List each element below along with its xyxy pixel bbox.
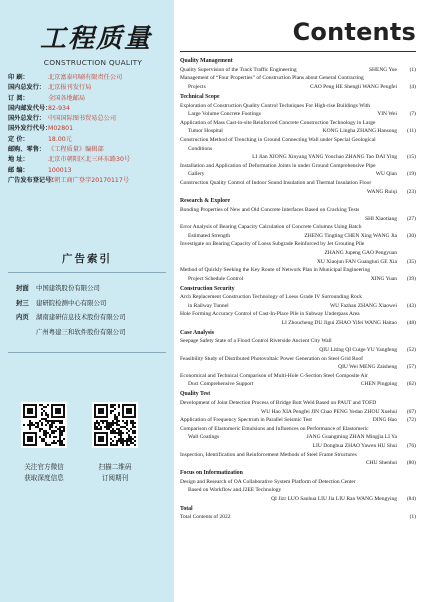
toc-entry-title: Arch Replacement Construction Technology of Loess Grade IV Surrounding Rock [180, 294, 362, 301]
toc-section-heading: Case Analysis [180, 329, 214, 336]
toc-entry-title: Inspection, Identification and Reinforcement Methods of Steel Frame Structures [180, 451, 357, 458]
ad-index-item [16, 281, 168, 296]
info-label: 国外发行代号： [8, 125, 52, 133]
toc-section-heading: Research & Explore [180, 198, 231, 205]
toc-entry-title: Construction Quality Control of Indoor Sound Insulation and Thermal Insulation Floor [180, 179, 372, 186]
toc-entry-title: Application of Frequency Spectrum in Parallel Seismic Test [180, 417, 312, 424]
toc-section-heading: Focus on Informatization [180, 469, 243, 476]
toc-entry[interactable] [180, 223, 416, 240]
info-row [8, 83, 172, 93]
toc-entry-authors: DING Hao [372, 417, 397, 424]
toc-entry[interactable] [180, 451, 416, 468]
toc-entry-title: Bonding Properties of New and Old Concrete Interfaces Based on Cracking Tests [180, 206, 360, 213]
ad-advertiser: 广州粤建三和软件股份有限公司 [36, 327, 126, 336]
toc-entry-title: in Railway Tunnel [188, 302, 229, 309]
toc-entry-title: Projects [188, 84, 206, 91]
subscribe-qr-code[interactable] [92, 402, 138, 448]
toc-entry-authors: WU Fazhan ZHANG Xiaowei [329, 302, 397, 309]
publication-info [8, 73, 172, 186]
toc-entry-title: Large Volume Concrete Footings [188, 111, 261, 118]
toc-entry[interactable] [180, 310, 416, 327]
ad-index-item [16, 296, 168, 311]
info-label: 国外总发行： [8, 115, 46, 123]
info-value: 全国各地邮局 [48, 94, 86, 102]
toc-entry-title: Installation and Application of Deformation Joints in under Ground Comprehensive Pipe [180, 162, 376, 169]
toc-entry-authors: JANG Guangming ZHAN Mingjia LI Ya [306, 434, 397, 441]
toc-entry[interactable] [180, 478, 416, 504]
ad-position: 封面 [16, 284, 29, 292]
toc-entry-title: Tumor Hospital [188, 128, 223, 135]
toc-entry-authors: CHEN Pingping [360, 381, 397, 388]
info-value: 中国国际图书贸易总公司 [48, 115, 117, 123]
toc-entry-page: (84) [406, 495, 416, 502]
info-value: 18.00元 [48, 135, 72, 143]
left-info-panel [0, 0, 174, 602]
toc-entry-title: Construction Method of Trenching in Ground Connecting Wall under Special Geological [180, 136, 376, 143]
ad-advertiser: 中国建筑股份有限公司 [36, 284, 100, 292]
info-row [8, 145, 172, 155]
info-row [8, 104, 172, 114]
toc-entry-page: (11) [407, 128, 416, 135]
toc-entry[interactable] [180, 258, 416, 267]
toc-entry-title: Seepage Safety State of a Flood Control Riverside Ancient City Wall [180, 338, 332, 345]
toc-entry-page [400, 249, 416, 258]
ad-position [16, 325, 36, 340]
toc-entry-authors: YIN Wei [377, 111, 397, 118]
toc-entry-authors: CHU Shenhui [365, 460, 397, 467]
toc-entry-title: Economical and Technical Comparison of Multi-Hole C-Section Steel Composite Air [180, 372, 368, 379]
toc-entry-title: Hole Forming Accuracy Control of Cast-In-Place Pile in Subway Underpass Area [180, 311, 360, 318]
toc-entry-authors: SHI Xiaotiang [365, 215, 397, 222]
info-row [8, 155, 172, 165]
toc-entry-page: (30) [406, 232, 416, 239]
toc-entry-title: Gallery [188, 171, 205, 178]
toc-entry-page: (1) [409, 514, 416, 521]
info-row [8, 114, 172, 124]
toc-entry-authors: ZHANG Jupeng GAO Pengyuan [324, 249, 397, 256]
toc-entry-page: (43) [406, 302, 416, 309]
toc-entry-page: (27) [406, 215, 416, 222]
info-row [8, 73, 172, 83]
toc-entry-authors: WANG Ruiqi [366, 188, 397, 195]
toc-section-heading: Technical Scope [180, 93, 220, 100]
toc-entry[interactable] [180, 399, 416, 416]
toc-entry[interactable] [180, 355, 416, 372]
toc-entry-page: (15) [406, 154, 416, 161]
toc-entry-page: (19) [406, 171, 416, 178]
toc-entry-title: Management of “Four Properties” of Construction Plans about General Contracting [180, 75, 364, 82]
toc-entry-page: (67) [406, 408, 416, 415]
info-label: 广告发布登记号： [8, 176, 58, 184]
wechat-qr-code[interactable] [21, 402, 67, 448]
toc-entry-title: Comparison of Elastomeric Emulsions and Influences on Performance of Elastomeric [180, 425, 369, 432]
toc-section-heading: Quality Management [180, 58, 233, 65]
toc-entry-title: Investigate on Bearing Capacity of Loess Subgrade Reinforced by Jet Grouting Pile [180, 241, 365, 248]
toc-entry[interactable] [180, 293, 416, 310]
toc-entry-title: Project Schedule Control [188, 275, 244, 282]
info-value: 北京市朝阳区北三环东路30号 [48, 156, 131, 164]
info-row [8, 94, 172, 104]
toc-entry-authors: SHENG Yue [368, 66, 397, 73]
toc-entry[interactable] [180, 240, 416, 257]
ad-position: 内页 [16, 313, 29, 321]
toc-entry[interactable] [180, 206, 416, 223]
contents-panel [180, 0, 427, 602]
toc-section-heading: Quality Test [180, 391, 211, 398]
toc-entry-title: Design and Research of OA Collaborative System Platform of Detection Center [180, 478, 356, 485]
toc-entry-title: Feasibility Study of Distributed Photovoltaic Power Generation on Steel Grid Roof [180, 355, 364, 362]
toc-entry-title: Based on Workflow and J2EE Technology [188, 487, 282, 494]
ad-advertiser: 建研院检测中心有限公司 [36, 298, 107, 307]
toc-entry-page: (76) [406, 442, 416, 449]
info-value: 100013 [48, 166, 72, 174]
toc-entry-authors: LI Jian XIONG Xinyang YANG Youchao ZHANG Tao DAI Ying [252, 154, 397, 161]
info-label: 邮购、零售： [8, 146, 46, 154]
info-row [8, 176, 172, 186]
toc-section-heading: Total [180, 505, 193, 512]
toc-entry-page: (39) [406, 275, 416, 282]
info-label: 定 价： [8, 135, 29, 143]
toc-entry-authors: KONG Lingha ZHANG Hansong [322, 128, 397, 135]
toc-entry-title: Exploration of Construction Quality Control Techniques For High-rise Buildings With [180, 102, 370, 109]
info-label: 印 刷： [8, 74, 29, 81]
toc-entry-page: (62) [406, 381, 416, 388]
toc-entry[interactable] [180, 102, 416, 119]
toc-entry[interactable] [180, 162, 416, 179]
toc-entry-authors: QI Jizr LUO Sanhua LIU Jia LIU Ran WANG Mengying [271, 495, 397, 502]
toc-entry-page: (48) [406, 320, 416, 326]
toc-entry-page: (52) [406, 347, 416, 354]
info-label: 订 阅： [8, 94, 29, 102]
toc-entry-page: (1) [409, 66, 416, 73]
info-label: 国内邮发代号： [8, 104, 52, 112]
journal-logo [32, 23, 160, 53]
logo-subtitle: CONSTRUCTION QUALITY [43, 58, 143, 67]
toc-entry-title: Method of Quickly Seeking the Key Route of Network Plan in Municipal Engineering [180, 267, 371, 274]
info-label: 国内总发行： [8, 84, 46, 92]
toc-entry[interactable] [180, 74, 416, 91]
toc-entry-authors: QIU Liting QI Cuige YU Yangfeng [319, 347, 397, 354]
toc-entry-page [400, 433, 416, 442]
info-value: M02801 [48, 125, 74, 133]
toc-entry-authors: LIU Donghua ZHAO Yawen HU Shui [312, 442, 397, 449]
toc-entry-page: (35) [406, 258, 416, 265]
info-label: 地 址： [8, 156, 29, 164]
toc-entry[interactable] [180, 425, 416, 442]
info-label: 邮 编： [8, 166, 29, 174]
toc-entry[interactable] [180, 119, 416, 136]
logo-text: 工程质量 [39, 24, 153, 53]
toc-entry[interactable] [180, 337, 416, 354]
info-row [8, 135, 172, 145]
info-value: 京朝工商广登字20170117号 [48, 176, 129, 184]
toc-entry-authors: WU Hao XIA Pengfei JIN Chao PENG Yedan ZHOU Xuehui [261, 408, 397, 415]
divider [8, 272, 166, 273]
toc-entry-authors: ZHENG Tingting CHEN Xing WANG Jia [304, 232, 397, 239]
toc-entry[interactable] [180, 442, 416, 451]
toc-entry[interactable] [180, 66, 416, 75]
info-value: 北京富泰印刷有限责任公司 [48, 74, 123, 81]
info-value: 北京报刊发行局 [48, 84, 92, 92]
toc-entry-page: (23) [406, 188, 416, 195]
toc-entry-authors: CAO Peng HE Shengli WANG Pengfei [310, 84, 397, 91]
toc-entry-title: Error Analysis of Bearing Capacity Calculation of Concrete Columns Using Batch [180, 224, 362, 231]
ad-index-title: 广告索引 [62, 253, 112, 265]
ad-index-list [16, 281, 168, 339]
toc-entry-title: Quality Supervision of the Track Traffic Engineering [180, 66, 297, 73]
toc-entry-title: Conditions [188, 145, 213, 152]
info-value: 《工程质量》编辑部 [48, 146, 104, 154]
info-value: 82-934 [48, 104, 70, 112]
divider [8, 352, 166, 353]
toc-entry[interactable] [180, 513, 416, 522]
info-row [8, 124, 172, 134]
subscribe-qr-caption: 扫描二维码 订阅期刊 [98, 463, 132, 482]
toc-entry-authors: XING Yuan [370, 275, 397, 282]
toc-entry[interactable] [180, 416, 416, 425]
ad-index-item [16, 310, 168, 325]
ad-position: 封三 [16, 298, 29, 307]
toc-entry-title: Estimated Strength [188, 232, 231, 239]
toc-entry-page: (72) [406, 417, 416, 424]
table-of-contents [180, 56, 416, 522]
toc-entry-title: Application of Mass Cast-in-site Reinforced Concrete Construction Technology in Large [180, 119, 376, 126]
toc-entry-title: Total Contents of 2022 [180, 514, 231, 521]
ad-advertiser: 湖南建研信息技术股份有限公司 [36, 313, 126, 321]
toc-entry-title: Wall Coatings [188, 434, 220, 441]
ad-index-item [16, 325, 168, 340]
toc-entry[interactable] [180, 136, 416, 162]
toc-entry-authors: LI Zhoucheng DU Jigui ZHAO Yifei WANG Haitao [281, 320, 397, 326]
toc-entry[interactable] [180, 372, 416, 389]
toc-entry[interactable] [180, 266, 416, 283]
toc-entry-page: (7) [409, 111, 416, 118]
toc-entry-authors: QIU Wei MENG Zaisheng [338, 364, 397, 371]
toc-entry-authors: WU Qian [375, 171, 397, 178]
toc-entry-title: Development of Joint Detection Process of Bridge Butt Weld Based on PAUT and TOFD [180, 399, 377, 406]
wechat-qr-caption: 关注官方微信 获取深度信息 [24, 463, 64, 482]
info-row [8, 166, 172, 176]
toc-entry[interactable] [180, 179, 416, 196]
toc-entry-page: (80) [406, 460, 416, 467]
toc-entry-page: (4) [409, 84, 416, 91]
toc-entry-authors: XU Xiaojun FAN Guanghui GE Xia [316, 258, 397, 265]
toc-entry-title: Duct Comprehensive Support [188, 381, 254, 388]
contents-title: Contents [292, 18, 416, 46]
toc-entry-page: (57) [406, 364, 416, 371]
toc-section-heading: Construction Security [180, 285, 235, 292]
title-rule [180, 51, 416, 52]
